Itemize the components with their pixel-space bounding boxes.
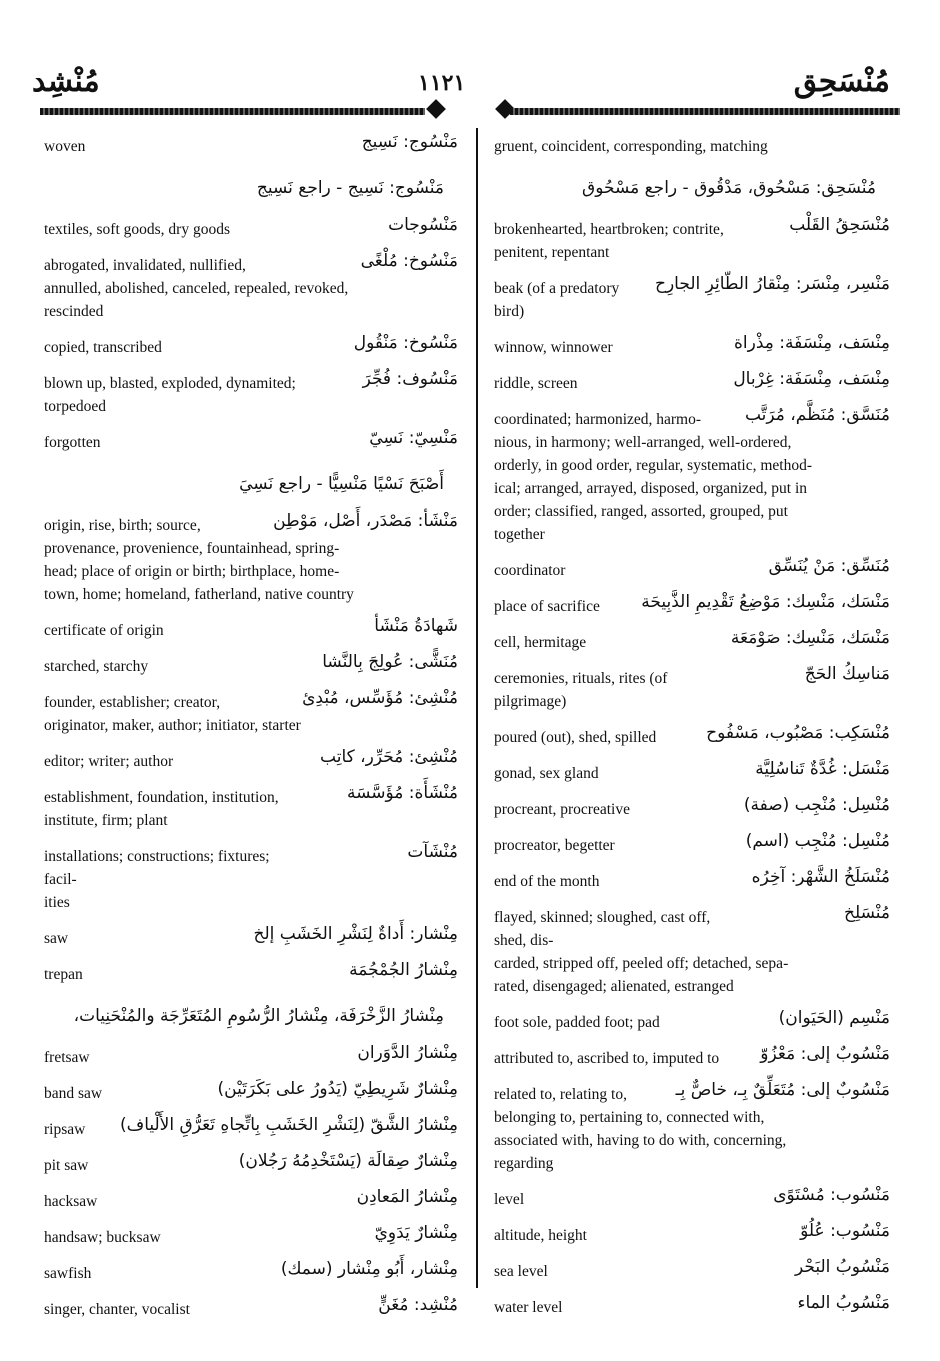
dictionary-entry: [494, 1008, 890, 1034]
arabic-headword: مَنْسُوب: مُسْتَوًى: [773, 1185, 890, 1205]
english-definition: sawfish: [44, 1265, 92, 1282]
arabic-headword: مُنْشِئ: مُحَرِّر، كاتِب: [320, 747, 458, 767]
dictionary-entry: [44, 467, 458, 501]
arabic-phrase: مَنْسُوج: نَسِيج - راجع نَسِيج: [256, 178, 444, 198]
guide-word-right: مُنْسَحِق: [793, 64, 890, 99]
dictionary-entry: [494, 171, 890, 205]
arabic-headword: مِنْشارُ الشَّقّ (لِنَشْرِ الخَشَبِ بِاتِّجاهِ تَعَرُّقِ الأَلْياف): [119, 1115, 458, 1135]
definition-continuation: ities: [44, 894, 70, 911]
arabic-headword: مَنْسِيّ: نَسِيّ: [369, 428, 458, 448]
arabic-headword: شَهادَةُ مَنْشَأ: [374, 616, 458, 636]
dictionary-entry: [44, 1295, 458, 1321]
definition-continuation: ical; arranged, arrayed, disposed, organized, put in: [494, 480, 808, 497]
arabic-headword: مُنَشًّى: عُولِجَ بِالنَّشا: [322, 652, 458, 672]
definition-continuation: gruent, coincident, corresponding, matching: [494, 138, 768, 155]
definition-continuation: torpedoed: [44, 398, 106, 415]
definition-continuation: rated, disengaged; alienated, estranged: [494, 978, 734, 995]
definition-continuation: penitent, repentant: [494, 244, 610, 261]
english-definition: founder, establisher; creator,: [44, 694, 221, 711]
right-column: [494, 135, 890, 1332]
english-definition: place of sacrifice: [494, 598, 600, 615]
arabic-headword: مُنْسَكِب: مَصْبُوب، مَسْفُوح: [706, 723, 890, 743]
english-definition: singer, chanter, vocalist: [44, 1301, 190, 1318]
arabic-headword: مُنْسَحِقُ القَلْب: [789, 215, 890, 235]
guide-word-left: مُنْشِد: [32, 64, 100, 99]
dictionary-entry: [494, 759, 890, 785]
english-definition: hacksaw: [44, 1193, 98, 1210]
arabic-headword: مِنْشارٌ صِقالَة (يَسْتَخْدِمُهُ رَجُلان): [238, 1151, 458, 1171]
english-definition: riddle, screen: [494, 375, 578, 392]
arabic-headword: مَنْسُوبٌ إلى: مَعْزُوّ: [760, 1044, 890, 1064]
english-definition: abrogated, invalidated, nullified,: [44, 257, 246, 274]
english-definition: origin, rise, birth; source,: [44, 517, 201, 534]
arabic-phrase: مُنْسَحِق: مَسْحُوق، مَدْقُوق - راجع مَسْحُوق: [582, 178, 876, 198]
arabic-headword: مَنْسَك، مَنْسِك: مَوْضِعُ تَقْدِيمِ الذَّبِيحَة: [641, 592, 890, 612]
arabic-headword: مَنْسُوبُ البَحْر: [795, 1257, 890, 1277]
dictionary-entry: [494, 1257, 890, 1283]
definition-continuation: head; place of origin or birth; birthplace, home-: [44, 563, 340, 580]
arabic-headword: مُنْشِئ: مُؤَسِّس، مُبْدِئ: [302, 688, 458, 708]
english-definition: pit saw: [44, 1157, 89, 1174]
dictionary-entry: [44, 1079, 458, 1105]
arabic-headword: مُنْسِل: مُنْجِب (اسم): [745, 831, 890, 851]
dictionary-entry: [494, 664, 890, 713]
english-definition: related to, relating to,: [494, 1086, 627, 1103]
dictionary-entry: [44, 369, 458, 418]
definition-continuation: belonging to, pertaining to, connected with,: [494, 1109, 765, 1126]
arabic-phrase: أَصْبَحَ نَسْيًا مَنْسِيًّا - راجع نَسِيَ: [239, 474, 444, 494]
definition-continuation: provenance, provenience, fountainhead, spring-: [44, 540, 340, 557]
header-rule-right: [510, 108, 900, 115]
arabic-headword: مَنْسُوخ: مَنْقُول: [353, 333, 458, 353]
english-definition: end of the month: [494, 873, 600, 890]
definition-continuation: town, home; homeland, fatherland, native country: [44, 586, 354, 603]
arabic-headword: مَنْسُوجات: [388, 215, 458, 235]
english-definition: procreator, begetter: [494, 837, 615, 854]
dictionary-entry: [44, 171, 458, 205]
english-definition: woven: [44, 138, 86, 155]
arabic-headword: مَنْسُوب: عُلُوّ: [800, 1221, 890, 1241]
dictionary-entry: [44, 1259, 458, 1285]
english-definition: starched, starchy: [44, 658, 149, 675]
dictionary-entry: [44, 215, 458, 241]
dictionary-entry: [44, 1223, 458, 1249]
dictionary-entry: [44, 1187, 458, 1213]
english-definition: textiles, soft goods, dry goods: [44, 221, 230, 238]
arabic-headword: مُنْشِد: مُغَنٍّ: [378, 1295, 458, 1315]
definition-continuation: associated with, having to do with, concerning,: [494, 1132, 787, 1149]
arabic-headword: مَنْسِر، مِنْسَر: مِنْقارُ الطّائِرِ الجارِح: [655, 274, 890, 294]
dictionary-entry: [494, 369, 890, 395]
dictionary-entry: [494, 405, 890, 546]
definition-continuation: regarding: [494, 1155, 554, 1172]
arabic-headword: مَنْسِم (الحَيَوان): [778, 1008, 890, 1028]
definition-continuation: bird): [494, 303, 525, 320]
english-definition: procreant, procreative: [494, 801, 630, 818]
english-definition: flayed, skinned; sloughed, cast off, shed, dis-: [494, 909, 711, 949]
definition-continuation: orderly, in good order, regular, systematic, method-: [494, 457, 812, 474]
english-definition: fretsaw: [44, 1049, 90, 1066]
arabic-headword: مِنْشارُ المَعادِن: [356, 1187, 458, 1207]
english-definition: brokenhearted, heartbroken; contrite,: [494, 221, 724, 238]
arabic-headword: مُنَسَّق: مُنَظَّم، مُرَتَّب: [744, 405, 890, 425]
english-definition: coordinated; harmonized, harmo-: [494, 411, 702, 428]
english-definition: foot sole, padded foot; pad: [494, 1014, 660, 1031]
column-divider: [476, 128, 478, 1288]
arabic-phrase: مِنْشارُ الزَّخْرَفَة، مِنْشارُ الرُّسُومِ المُتَعَرِّجَة والمُنْحَنِيات،: [73, 1006, 444, 1026]
definition-continuation: rescinded: [44, 303, 104, 320]
english-definition: handsaw; bucksaw: [44, 1229, 161, 1246]
dictionary-entry: [494, 1221, 890, 1247]
arabic-headword: مَنْسُوج: نَسِيج: [361, 132, 458, 152]
definition-continuation: institute, firm; plant: [44, 812, 168, 829]
dictionary-entry: [44, 747, 458, 773]
arabic-headword: مِنْشار: أَداةٌ لِنَشْرِ الخَشَبِ إلخ: [253, 924, 458, 944]
dictionary-entry: [44, 924, 458, 950]
arabic-headword: مُنْسِل: مُنْجِب (صفة): [743, 795, 890, 815]
dictionary-entry: [44, 688, 458, 737]
english-definition: winnow, winnower: [494, 339, 613, 356]
dictionary-entry: [494, 723, 890, 749]
page-number: ١١٢١: [418, 70, 466, 96]
arabic-headword: مَنْشَأ: مَصْدَر، أَصْل، مَوْطِن: [273, 511, 458, 531]
arabic-headword: مِنْشارٌ يَدَوِيّ: [374, 1223, 458, 1243]
english-definition: water level: [494, 1299, 563, 1316]
dictionary-entry: [494, 795, 890, 821]
english-definition: installations; constructions; fixtures; facil-: [44, 848, 270, 888]
dictionary-entry: [44, 251, 458, 323]
dictionary-entry: [44, 1151, 458, 1177]
english-definition: cell, hermitage: [494, 634, 587, 651]
arabic-headword: مُنْشَآت: [407, 842, 458, 862]
english-definition: forgotten: [44, 434, 101, 451]
english-definition: certificate of origin: [44, 622, 164, 639]
english-definition: beak (of a predatory: [494, 280, 620, 297]
arabic-headword: مَنْسُوبُ الماء: [797, 1293, 890, 1313]
dictionary-entry: [44, 428, 458, 454]
english-definition: ceremonies, rituals, rites (of pilgrimage): [494, 670, 668, 710]
dictionary-entry: [44, 960, 458, 986]
dictionary-entry: [494, 628, 890, 654]
arabic-headword: مَنْسَل: غُدَّةٌ تَناسُلِيَّة: [755, 759, 890, 779]
arabic-headword: مَناسِكُ الحَجّ: [804, 664, 890, 684]
left-column: [44, 132, 458, 1334]
definition-continuation: carded, stripped off, peeled off; detached, sepa-: [494, 955, 789, 972]
english-definition: sea level: [494, 1263, 548, 1280]
dictionary-entry: [494, 274, 890, 323]
dictionary-entry: [44, 1043, 458, 1069]
english-definition: coordinator: [494, 562, 566, 579]
dictionary-entry: [44, 842, 458, 914]
arabic-headword: مِنْشارُ الدَّوَران: [357, 1043, 458, 1063]
dictionary-entry: [494, 1080, 890, 1175]
english-definition: altitude, height: [494, 1227, 587, 1244]
english-definition: copied, transcribed: [44, 339, 162, 356]
english-definition: level: [494, 1191, 525, 1208]
dictionary-entry: [494, 135, 890, 158]
english-definition: attributed to, ascribed to, imputed to: [494, 1050, 720, 1067]
dictionary-entry: [44, 511, 458, 606]
dictionary-entry: [494, 592, 890, 618]
dictionary-entry: [494, 831, 890, 857]
dictionary-entry: [44, 999, 458, 1033]
dictionary-entry: [44, 616, 458, 642]
english-definition: blown up, blasted, exploded, dynamited;: [44, 375, 296, 392]
dictionary-entry: [44, 1115, 458, 1141]
dictionary-entry: [494, 1293, 890, 1319]
dictionary-entry: [44, 132, 458, 158]
definition-continuation: together: [494, 526, 545, 543]
arabic-headword: مَنْسُوخ: مُلْغًى: [360, 251, 458, 271]
definition-continuation: nious, in harmony; well-arranged, well-ordered,: [494, 434, 792, 451]
dictionary-entry: [494, 215, 890, 264]
arabic-headword: مِنْشار، أَبُو مِنْشار (سمك): [280, 1259, 458, 1279]
arabic-headword: مِنْسَف، مِنْسَفَة: مِذْراة: [733, 333, 890, 353]
dictionary-entry: [494, 1185, 890, 1211]
english-definition: ripsaw: [44, 1121, 86, 1138]
arabic-headword: مَنْسُوف: فُجِّرَ: [362, 369, 458, 389]
arabic-headword: مُنْسَلِخ: [843, 903, 890, 923]
arabic-headword: مِنْشارُ الجُمْجُمَة: [349, 960, 458, 980]
header-rule-left: [40, 108, 425, 115]
definition-continuation: originator, maker, author; initiator, starter: [44, 717, 301, 734]
arabic-headword: مَنْسَك، مَنْسِك: صَوْمَعَة: [730, 628, 890, 648]
dictionary-entry: [494, 903, 890, 998]
dictionary-entry: [494, 333, 890, 359]
english-definition: poured (out), shed, spilled: [494, 729, 657, 746]
english-definition: saw: [44, 930, 69, 947]
english-definition: gonad, sex gland: [494, 765, 599, 782]
dictionary-entry: [44, 652, 458, 678]
dictionary-entry: [44, 783, 458, 832]
english-definition: band saw: [44, 1085, 103, 1102]
dictionary-entry: [494, 1044, 890, 1070]
dictionary-entry: [44, 333, 458, 359]
definition-continuation: order; classified, ranged, assorted, grouped, put: [494, 503, 788, 520]
arabic-headword: مِنْشارٌ شَرِيطِيّ (يَدُورُ على بَكَرَتَيْن): [217, 1079, 458, 1099]
arabic-headword: مَنْسُوبٌ إلى: مُتَعَلِّقٌ بِـ، خاصٌّ بِـ: [675, 1080, 890, 1100]
definition-continuation: annulled, abolished, canceled, repealed, revoked,: [44, 280, 349, 297]
dictionary-entry: [494, 556, 890, 582]
english-definition: editor; writer; author: [44, 753, 174, 770]
arabic-headword: مِنْسَف، مِنْسَفَة: غِرْبال: [733, 369, 890, 389]
english-definition: establishment, foundation, institution,: [44, 789, 279, 806]
arabic-headword: مُنْسَلَخُ الشَّهْر: آخِرُه: [751, 867, 890, 887]
dictionary-entry: [494, 867, 890, 893]
english-definition: trepan: [44, 966, 83, 983]
arabic-headword: مُنْشَأَة: مُؤَسَّسَة: [346, 783, 458, 803]
arabic-headword: مُنَسِّق: مَنْ يُنَسِّق: [768, 556, 890, 576]
